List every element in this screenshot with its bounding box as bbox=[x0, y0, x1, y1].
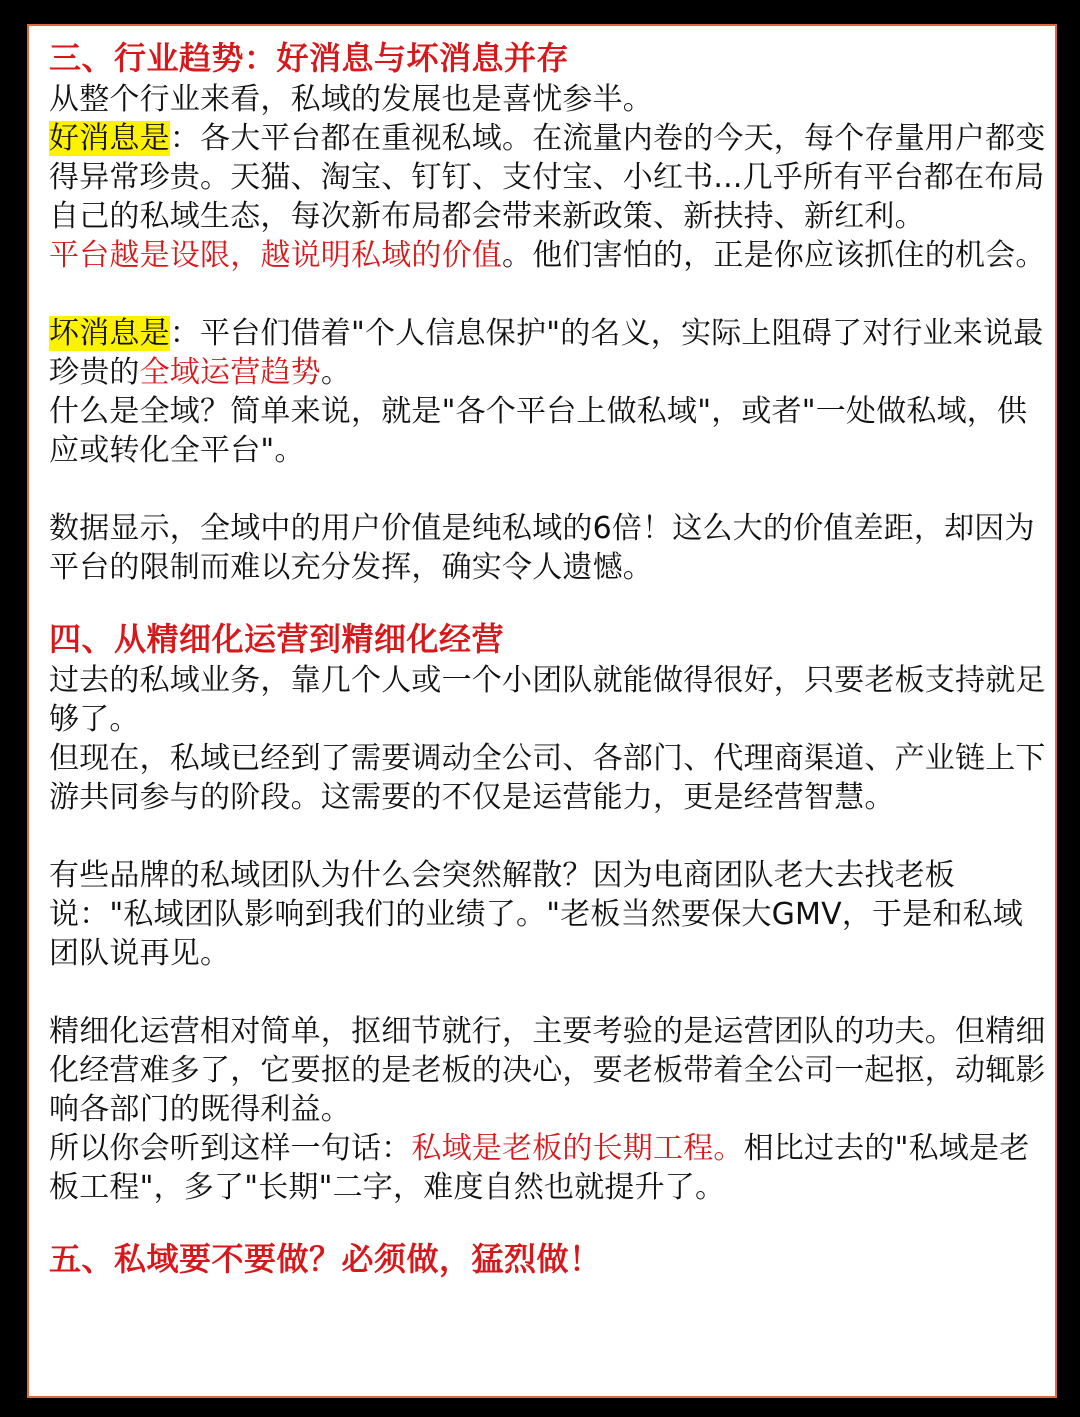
section-3-title: 三、行业趋势：好消息与坏消息并存 bbox=[49, 39, 570, 77]
section-4-paragraph-1: 过去的私域业务，靠几个人或一个小团队就能做得很好，只要老板支持就足够了。 bbox=[49, 663, 1046, 737]
spacer bbox=[49, 973, 1053, 1012]
article-content bbox=[49, 36, 1053, 1281]
good-news-label: 好消息是 bbox=[49, 121, 170, 156]
section-4-paragraph-5 bbox=[49, 1129, 1053, 1207]
data-paragraph: 数据显示，全域中的用户价值是纯私域的6倍！这么大的价值差距，却因为平台的限制而难以充分发挥，确实令人遗憾。 bbox=[49, 511, 1035, 585]
spacer bbox=[49, 470, 1053, 509]
section-4-title: 四、从精细化运营到精细化经营 bbox=[49, 620, 505, 658]
spacer bbox=[49, 1207, 1053, 1237]
limit-paragraph bbox=[49, 236, 1053, 275]
p5-pre: 所以你会听到这样一句话： bbox=[49, 1131, 412, 1166]
limit-highlight: 平台越是设限，越说明私域的价值 bbox=[49, 238, 502, 273]
article-card bbox=[27, 24, 1057, 1398]
limit-rest: 。他们害怕的，正是你应该抓住的机会。 bbox=[502, 238, 1046, 273]
bad-news-end: 。 bbox=[320, 355, 352, 390]
spacer bbox=[49, 275, 1053, 314]
bad-news-text: ：平台们借着"个人信息保护"的名义，实际上阻碍了对行业来说最珍贵的 bbox=[49, 316, 1044, 390]
section-3-intro: 从整个行业来看，私域的发展也是喜忧参半。 bbox=[49, 82, 653, 117]
bad-news-paragraph bbox=[49, 314, 1053, 392]
spacer bbox=[49, 587, 1053, 617]
p5-post: 相比过去的"私域是老板工程"，多了"长期"二字，难度自然也就提升了。 bbox=[49, 1131, 1030, 1205]
what-is-omnichannel: 什么是全域？简单来说，就是"各个平台上做私域"，或者"一处做私域，供应或转化全平台"。 bbox=[49, 394, 1028, 468]
section-5-title: 五、私域要不要做？必须做，猛烈做！ bbox=[49, 1240, 602, 1278]
p5-highlight: 私域是老板的长期工程。 bbox=[411, 1131, 744, 1166]
good-news-text: ：各大平台都在重视私域。在流量内卷的今天，每个存量用户都变得异常珍贵。天猫、淘宝、钉钉、支付宝、小红书...几乎所有平台都在布局自己的私域生态，每次新布局都会带来新政策、新扶持、新红利。 bbox=[49, 121, 1046, 234]
good-news-paragraph bbox=[49, 119, 1053, 236]
bad-news-highlight: 全域运营趋势 bbox=[139, 355, 321, 390]
section-4-paragraph-3: 有些品牌的私域团队为什么会突然解散？因为电商团队老大去找老板说："私域团队影响到我们的业绩了。"老板当然要保大GMV，于是和私域团队说再见。 bbox=[49, 858, 1024, 971]
section-4-paragraph-4: 精细化运营相对简单，抠细节就行，主要考验的是运营团队的功夫。但精细化经营难多了，它要抠的是老板的决心，要老板带着全公司一起抠，动辄影响各部门的既得利益。 bbox=[49, 1014, 1046, 1127]
section-4-paragraph-2: 但现在，私域已经到了需要调动全公司、各部门、代理商渠道、产业链上下游共同参与的阶段。这需要的不仅是运营能力，更是经营智慧。 bbox=[49, 741, 1046, 815]
spacer bbox=[49, 817, 1053, 856]
bad-news-label: 坏消息是 bbox=[49, 316, 170, 351]
